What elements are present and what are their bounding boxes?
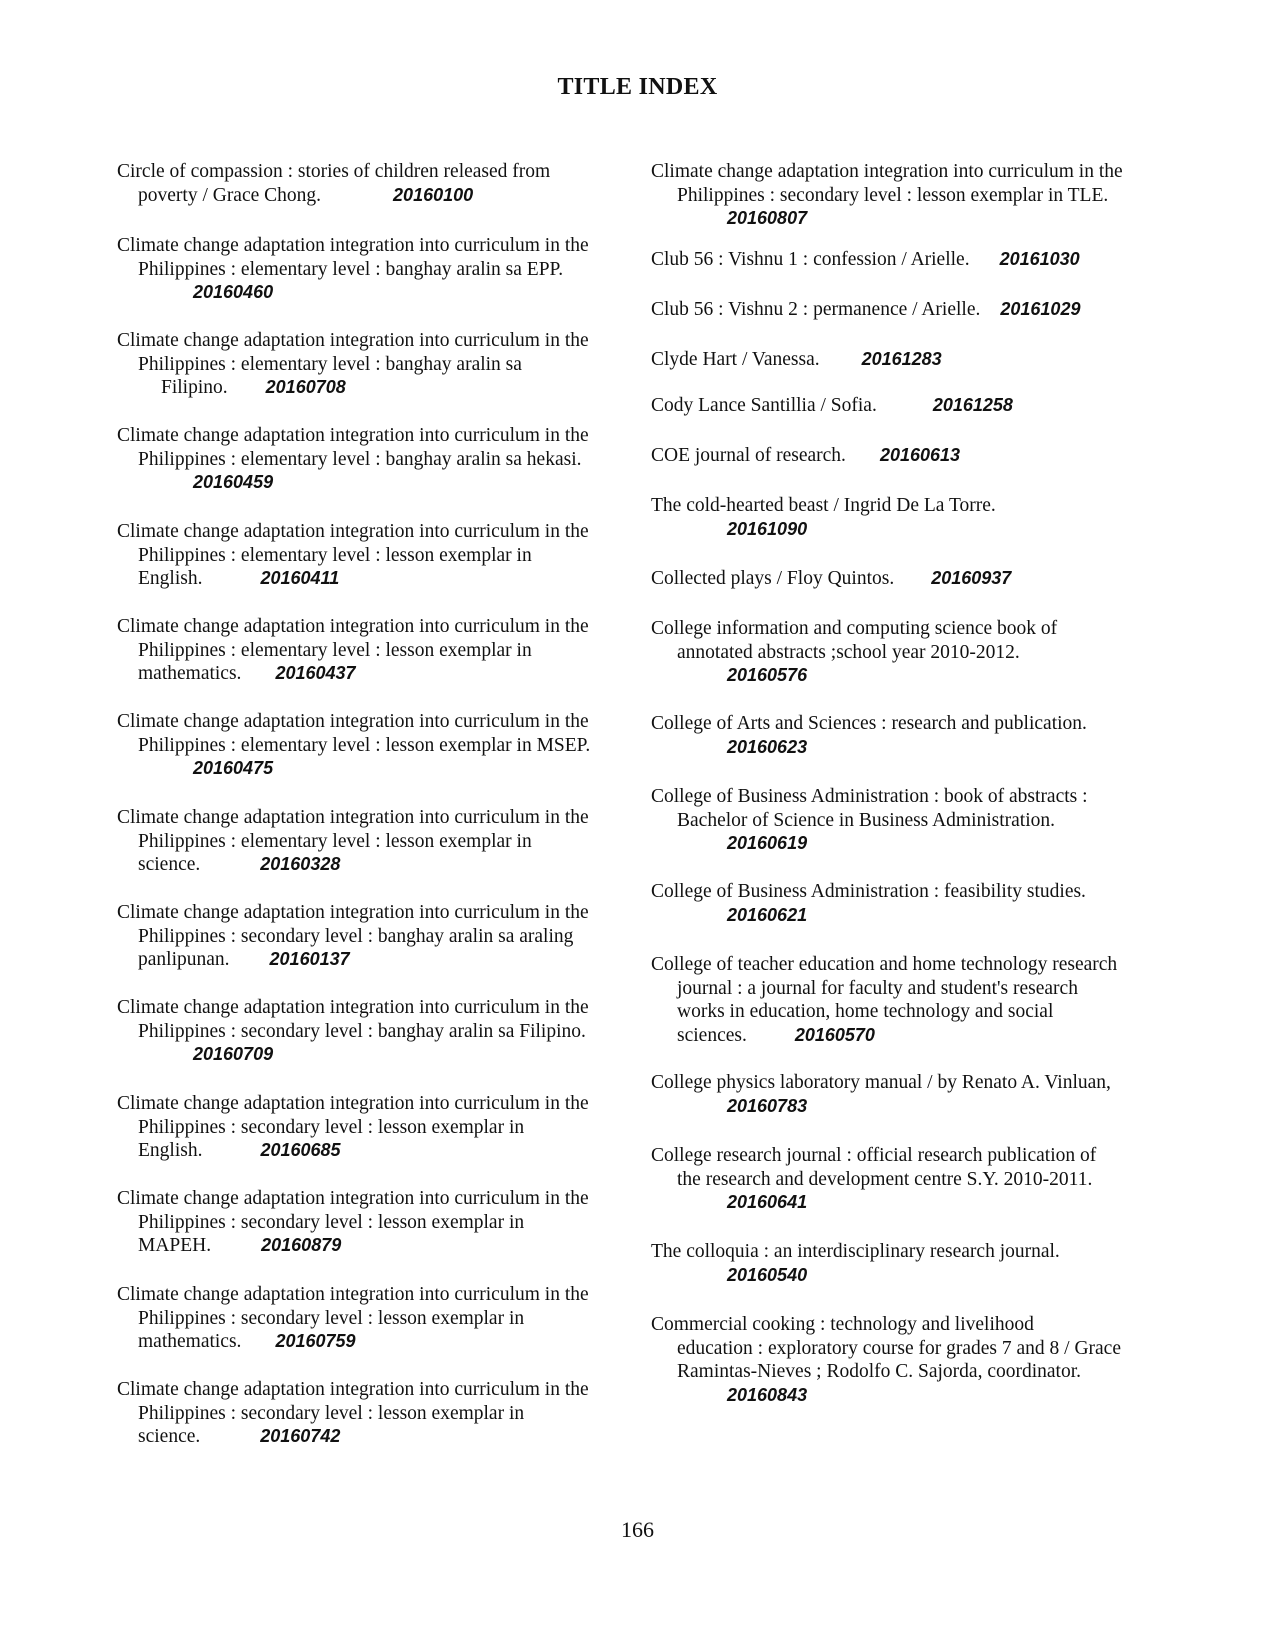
entry-title-line: College of Arts and Sciences : research and publication. — [651, 713, 1087, 734]
entry-title-line: poverty / Grace Chong. 20160100 — [138, 184, 474, 206]
accession-number: 20160621 — [727, 904, 808, 925]
index-entry — [651, 160, 1171, 231]
index-entry — [651, 567, 1171, 591]
entry-title-line: mathematics. 20160759 — [138, 1331, 356, 1352]
index-entry — [651, 617, 1171, 688]
entry-title-line: Philippines : secondary level : banghay aralin sa araling — [138, 925, 574, 947]
accession-number: 20160576 — [727, 665, 808, 685]
index-entry — [651, 444, 1171, 468]
entry-title-line: Cody Lance Santillia / Sofia. 20161258 — [651, 395, 1013, 416]
entry-title-line: Climate change adaptation integration into curriculum in the — [117, 1093, 589, 1114]
index-entry — [117, 329, 629, 400]
entry-title-line: Philippines : elementary level : lesson exemplar in — [138, 544, 532, 566]
entry-title-line: Climate change adaptation integration into curriculum in the — [117, 235, 589, 256]
accession-number: 20161090 — [727, 518, 808, 539]
entry-title-line: Climate change adaptation integration into curriculum in the — [117, 902, 589, 923]
entry-title-line: Filipino. 20160708 — [161, 377, 346, 398]
index-entry — [117, 996, 629, 1067]
entry-title-line: Climate change adaptation integration into curriculum in the — [117, 807, 589, 828]
index-entry — [117, 520, 629, 591]
index-entry — [651, 953, 1171, 1047]
entry-title-line: Clyde Hart / Vanessa. 20161283 — [651, 349, 942, 370]
entry-title-line: Philippines : secondary level : lesson exemplar in TLE. — [677, 184, 1109, 206]
entry-title-line: Philippines : secondary level : lesson exemplar in — [138, 1116, 525, 1138]
index-entry — [651, 1240, 1171, 1287]
entry-title-line: Climate change adaptation integration into curriculum in the — [117, 1188, 589, 1209]
entry-title-line: Philippines : elementary level : lesson exemplar in — [138, 639, 532, 661]
accession-number: 20160623 — [727, 736, 808, 757]
index-entry — [117, 710, 629, 781]
entry-title-line: sciences. 20160570 — [677, 1024, 875, 1046]
entry-title-line: Climate change adaptation integration into curriculum in the — [117, 616, 589, 637]
accession-number: 20160459 — [193, 472, 274, 492]
accession-number: 20160879 — [261, 1235, 342, 1255]
index-entry — [651, 494, 1171, 541]
accession-number: 20160937 — [931, 568, 1012, 588]
accession-number: 20160411 — [260, 568, 340, 588]
entry-title-line: journal : a journal for faculty and student's research — [677, 977, 1078, 999]
accession-number: 20160460 — [193, 282, 274, 302]
index-entry — [117, 901, 629, 972]
entry-title-line: Climate change adaptation integration into curriculum in the — [117, 425, 589, 446]
accession-number: 20160709 — [193, 1044, 274, 1064]
page-number: 166 — [621, 1517, 654, 1542]
entry-title-line: Climate change adaptation integration into curriculum in the — [117, 521, 589, 542]
entry-title-line: The cold-hearted beast / Ingrid De La Torre. — [651, 495, 996, 516]
entry-title-line: science. 20160742 — [138, 1426, 341, 1447]
index-entry — [651, 248, 1171, 272]
index-entry — [117, 1378, 629, 1449]
accession-number: 20161029 — [1000, 299, 1081, 319]
entry-title-line: Philippines : secondary level : lesson exemplar in — [138, 1307, 525, 1329]
entry-title-line: College of Business Administration : feasibility studies. — [651, 881, 1086, 902]
entry-title-line: Philippines : secondary level : lesson exemplar in — [138, 1402, 525, 1424]
accession-number: 20160843 — [727, 1384, 808, 1405]
accession-number: 20160540 — [727, 1264, 808, 1285]
entry-title-line: Climate change adaptation integration into curriculum in the — [117, 1284, 589, 1305]
entry-title-line: Philippines : secondary level : banghay aralin sa Filipino. — [138, 1020, 586, 1042]
entry-title-line: College physics laboratory manual / by Renato A. Vinluan, — [651, 1072, 1111, 1093]
entry-title-line: Club 56 : Vishnu 2 : permanence / Arielle. 20161029 — [651, 299, 1081, 320]
accession-number: 20160100 — [393, 184, 474, 205]
index-entry — [651, 785, 1171, 856]
entry-title-line: the research and development centre S.Y. 2010-2011. — [677, 1168, 1093, 1190]
accession-number: 20160570 — [794, 1024, 875, 1045]
entry-title-line: Philippines : elementary level : banghay aralin sa hekasi. — [138, 448, 582, 470]
accession-number: 20160619 — [727, 833, 808, 853]
entry-title-line: Climate change adaptation integration into curriculum in the — [117, 711, 589, 732]
accession-number: 20160137 — [269, 949, 350, 969]
accession-number: 20160475 — [193, 758, 274, 778]
entry-title-line: English. 20160685 — [138, 1140, 341, 1161]
index-entry — [117, 1092, 629, 1163]
entry-title-line: Climate change adaptation integration into curriculum in the — [117, 997, 589, 1018]
entry-title-line: Philippines : elementary level : lesson exemplar in — [138, 830, 532, 852]
accession-number: 20160742 — [260, 1426, 341, 1446]
index-entry — [651, 348, 1171, 372]
entry-title-line: Circle of compassion : stories of children released from — [117, 161, 551, 182]
entry-title-line: Climate change adaptation integration into curriculum in the — [117, 1379, 589, 1400]
index-entry — [117, 615, 629, 686]
entry-title-line: Club 56 : Vishnu 1 : confession / Arielle. 20161030 — [651, 249, 1080, 270]
entry-title-line: works in education, home technology and social — [677, 1001, 1054, 1022]
index-entry — [651, 712, 1171, 759]
entry-title-line: Philippines : secondary level : lesson exemplar in — [138, 1211, 525, 1233]
entry-title-line: Climate change adaptation integration into curriculum in the — [117, 330, 589, 351]
accession-number: 20161258 — [932, 395, 1013, 415]
entry-title-line: annotated abstracts ;school year 2010-2012. — [677, 641, 1020, 663]
accession-number: 20160641 — [727, 1192, 808, 1212]
entry-title-line: Philippines : elementary level : lesson exemplar in MSEP. — [138, 734, 591, 756]
accession-number: 20160708 — [265, 377, 346, 397]
entry-title-line: English. 20160411 — [138, 568, 340, 589]
index-entry — [651, 1144, 1171, 1215]
index-entry — [117, 424, 629, 495]
entry-title-line: College of teacher education and home technology research — [651, 954, 1118, 975]
index-entry — [651, 1313, 1171, 1407]
accession-number: 20161030 — [999, 249, 1080, 269]
page-title: TITLE INDEX — [557, 74, 718, 100]
accession-number: 20161283 — [861, 349, 942, 369]
entry-title-line: MAPEH. 20160879 — [138, 1235, 342, 1256]
accession-number: 20160328 — [260, 854, 341, 874]
entry-title-line: College information and computing science book of — [651, 618, 1058, 639]
entry-title-line: COE journal of research. 20160613 — [651, 445, 961, 466]
entry-title-line: Collected plays / Floy Quintos. 20160937 — [651, 568, 1012, 589]
entry-title-line: The colloquia : an interdisciplinary research journal. — [651, 1241, 1060, 1262]
entry-title-line: science. 20160328 — [138, 854, 341, 875]
accession-number: 20160807 — [727, 208, 808, 228]
entry-title-line: Commercial cooking : technology and livelihood — [651, 1314, 1034, 1335]
accession-number: 20160613 — [879, 445, 961, 465]
index-entry — [651, 394, 1171, 418]
index-entry — [117, 160, 629, 207]
accession-number: 20160759 — [275, 1331, 356, 1351]
accession-number: 20160783 — [727, 1095, 808, 1116]
index-entry — [651, 298, 1171, 322]
accession-number: 20160437 — [275, 663, 356, 683]
accession-number: 20160685 — [260, 1140, 341, 1160]
index-entry — [117, 234, 629, 305]
index-entry — [117, 1187, 629, 1258]
index-entry — [651, 880, 1171, 927]
entry-title-line: Bachelor of Science in Business Administration. — [677, 809, 1056, 831]
entry-title-line: Ramintas-Nieves ; Rodolfo C. Sajorda, coordinator. — [677, 1361, 1082, 1382]
entry-title-line: mathematics. 20160437 — [138, 663, 356, 684]
entry-title-line: College of Business Administration : book of abstracts : — [651, 786, 1088, 807]
index-entry — [117, 806, 629, 877]
entry-title-line: education : exploratory course for grades 7 and 8 / Grace — [677, 1337, 1121, 1359]
entry-title-line: panlipunan. 20160137 — [138, 949, 350, 970]
entry-title-line: Philippines : elementary level : banghay aralin sa — [138, 353, 522, 375]
entry-title-line: Philippines : elementary level : banghay aralin sa EPP. — [138, 258, 564, 280]
entry-title-line: Climate change adaptation integration into curriculum in the — [651, 161, 1123, 182]
entry-title-line: College research journal : official research publication of — [651, 1145, 1097, 1166]
index-entry — [117, 1283, 629, 1354]
index-entry — [651, 1071, 1171, 1118]
